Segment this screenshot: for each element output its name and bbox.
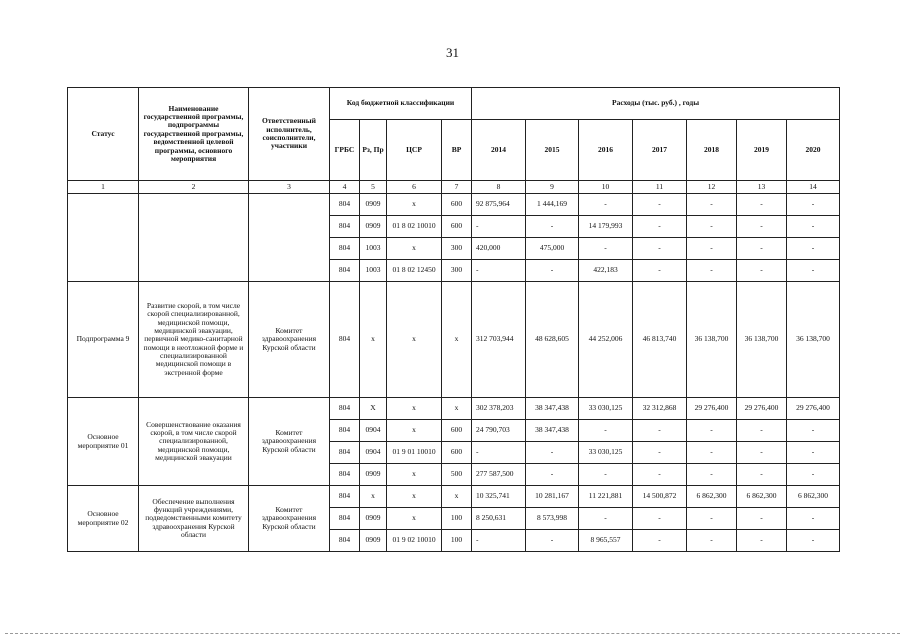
expense-value-cell: - [737, 420, 787, 442]
expense-value-cell: 38 347,438 [526, 398, 579, 420]
expense-value-cell: - [787, 238, 840, 260]
vr-cell: 100 [442, 508, 472, 530]
expense-value-cell: 36 138,700 [737, 282, 787, 398]
expense-value-cell: - [526, 216, 579, 238]
expense-value-cell: - [526, 530, 579, 552]
expense-value-cell: 277 587,500 [472, 464, 526, 486]
expense-value-cell: - [526, 260, 579, 282]
expense-value-cell: 29 276,400 [787, 398, 840, 420]
csr-cell: x [387, 282, 442, 398]
rzpr-cell: 0904 [360, 442, 387, 464]
expense-value-cell: 312 703,944 [472, 282, 526, 398]
header-vr: ВР [442, 120, 472, 181]
csr-cell: x [387, 464, 442, 486]
rzpr-cell: x [360, 486, 387, 508]
header-year-2016: 2016 [579, 120, 633, 181]
expense-value-cell: 36 138,700 [687, 282, 737, 398]
csr-cell: 01 8 02 12450 [387, 260, 442, 282]
status-cell: Основное мероприятие 02 [68, 486, 139, 552]
expense-value-cell: - [737, 508, 787, 530]
column-number: 11 [633, 181, 687, 194]
expense-value-cell: - [687, 420, 737, 442]
vr-cell: x [442, 282, 472, 398]
expense-value-cell: - [787, 508, 840, 530]
expense-value-cell: - [579, 420, 633, 442]
header-rzpr: Рз, Пр [360, 120, 387, 181]
grbs-cell: 804 [330, 260, 360, 282]
expense-value-cell: - [737, 464, 787, 486]
csr-cell: x [387, 508, 442, 530]
expense-value-cell: 11 221,881 [579, 486, 633, 508]
grbs-cell: 804 [330, 216, 360, 238]
rzpr-cell: 1003 [360, 260, 387, 282]
vr-cell: 300 [442, 238, 472, 260]
grbs-cell: 804 [330, 420, 360, 442]
csr-cell: x [387, 486, 442, 508]
header-year-2018: 2018 [687, 120, 737, 181]
rzpr-cell: 0909 [360, 194, 387, 216]
grbs-cell: 804 [330, 530, 360, 552]
column-number: 3 [249, 181, 330, 194]
column-number: 1 [68, 181, 139, 194]
rzpr-cell: X [360, 398, 387, 420]
expense-value-cell: - [787, 464, 840, 486]
expense-value-cell: - [579, 464, 633, 486]
rzpr-cell: 0909 [360, 508, 387, 530]
vr-cell: 600 [442, 442, 472, 464]
expense-value-cell: - [526, 442, 579, 464]
expense-value-cell: - [687, 464, 737, 486]
expense-value-cell: - [472, 260, 526, 282]
table-row [68, 194, 840, 216]
column-number: 4 [330, 181, 360, 194]
expense-value-cell: - [633, 216, 687, 238]
expense-value-cell: - [472, 530, 526, 552]
expense-value-cell: - [787, 442, 840, 464]
expense-value-cell: - [633, 420, 687, 442]
header-status: Статус [68, 88, 139, 181]
vr-cell: 600 [442, 216, 472, 238]
expense-value-cell: 44 252,006 [579, 282, 633, 398]
program-name-cell [139, 194, 249, 282]
grbs-cell: 804 [330, 194, 360, 216]
expense-value-cell: - [737, 530, 787, 552]
executor-cell: Комитет здравоохранения Курской области [249, 398, 330, 486]
program-name-cell: Обеспечение выполнения функций учреждениями, подведомственными комитету здравоохранения Курской области [139, 486, 249, 552]
expense-value-cell: - [787, 530, 840, 552]
table-row [68, 486, 840, 508]
expense-value-cell: 6 862,300 [787, 486, 840, 508]
rzpr-cell: x [360, 282, 387, 398]
rzpr-cell: 0909 [360, 216, 387, 238]
csr-cell: x [387, 238, 442, 260]
budget-table [67, 87, 840, 552]
program-name-cell: Совершенствование оказания скорой, в том числе скорой специализированной, медицинской помощи, медицинской эвакуации [139, 398, 249, 486]
grbs-cell: 804 [330, 282, 360, 398]
column-number: 9 [526, 181, 579, 194]
header-csr: ЦСР [387, 120, 442, 181]
vr-cell: 300 [442, 260, 472, 282]
expense-value-cell: 8 573,998 [526, 508, 579, 530]
expense-value-cell: - [633, 530, 687, 552]
expense-value-cell: - [633, 194, 687, 216]
header-year-2014: 2014 [472, 120, 526, 181]
expense-value-cell: 422,183 [579, 260, 633, 282]
column-number: 5 [360, 181, 387, 194]
expense-value-cell: - [687, 216, 737, 238]
expense-value-cell: 24 790,703 [472, 420, 526, 442]
column-number: 12 [687, 181, 737, 194]
expense-value-cell: - [633, 508, 687, 530]
expense-value-cell: - [526, 464, 579, 486]
expense-value-cell: - [787, 216, 840, 238]
expense-value-cell: 92 875,964 [472, 194, 526, 216]
executor-cell: Комитет здравоохранения Курской области [249, 282, 330, 398]
grbs-cell: 804 [330, 398, 360, 420]
vr-cell: 500 [442, 464, 472, 486]
expense-value-cell: - [472, 216, 526, 238]
expense-value-cell: - [633, 464, 687, 486]
expense-value-cell: 38 347,438 [526, 420, 579, 442]
expense-value-cell: - [687, 238, 737, 260]
expense-value-cell: - [579, 238, 633, 260]
grbs-cell: 804 [330, 442, 360, 464]
vr-cell: x [442, 486, 472, 508]
expense-value-cell: - [687, 530, 737, 552]
header-name: Наименование государственной программы, подпрограммы государственной программы, ведомственной целевой программы, основного мероприятия [139, 88, 249, 181]
expense-value-cell: 10 281,167 [526, 486, 579, 508]
csr-cell: x [387, 420, 442, 442]
rzpr-cell: 1003 [360, 238, 387, 260]
expense-value-cell: 29 276,400 [687, 398, 737, 420]
expense-value-cell: - [737, 238, 787, 260]
program-name-cell: Развитие скорой, в том числе скорой специализированной, медицинской помощи, медицинской эвакуации, первичной медико-санитарной помощи в неотложной форме и специализированной медицинской помощи в экстренной форме [139, 282, 249, 398]
expense-value-cell: - [472, 442, 526, 464]
header-grbs: ГРБС [330, 120, 360, 181]
column-number: 14 [787, 181, 840, 194]
rzpr-cell: 0909 [360, 464, 387, 486]
expense-value-cell: - [633, 442, 687, 464]
expense-value-cell: 29 276,400 [737, 398, 787, 420]
expense-value-cell: 420,000 [472, 238, 526, 260]
rzpr-cell: 0909 [360, 530, 387, 552]
grbs-cell: 804 [330, 508, 360, 530]
column-number: 13 [737, 181, 787, 194]
expense-value-cell: - [737, 260, 787, 282]
table-body [68, 194, 840, 552]
csr-cell: x [387, 194, 442, 216]
expense-value-cell: 36 138,700 [787, 282, 840, 398]
header-year-2015: 2015 [526, 120, 579, 181]
table-row [68, 398, 840, 420]
expense-value-cell: - [737, 216, 787, 238]
expense-value-cell: - [579, 194, 633, 216]
expense-value-cell: 33 030,125 [579, 442, 633, 464]
expense-value-cell: - [687, 508, 737, 530]
column-number: 2 [139, 181, 249, 194]
expense-value-cell: 6 862,300 [687, 486, 737, 508]
csr-cell: 01 9 01 10010 [387, 442, 442, 464]
expense-value-cell: 1 444,169 [526, 194, 579, 216]
header-year-2019: 2019 [737, 120, 787, 181]
expense-value-cell: - [579, 508, 633, 530]
header-executor: Ответственный исполнитель, соисполнители, участники [249, 88, 330, 181]
column-number: 6 [387, 181, 442, 194]
csr-cell: 01 9 02 10010 [387, 530, 442, 552]
page-number: 31 [446, 45, 459, 60]
expense-value-cell: - [687, 194, 737, 216]
page-bottom-line [5, 633, 900, 634]
executor-cell [249, 194, 330, 282]
expense-value-cell: - [737, 442, 787, 464]
column-number: 8 [472, 181, 526, 194]
header-year-2020: 2020 [787, 120, 840, 181]
header-code-group: Код бюджетной классификации [330, 88, 472, 120]
rzpr-cell: 0904 [360, 420, 387, 442]
expense-value-cell: - [687, 442, 737, 464]
csr-cell: 01 8 02 10010 [387, 216, 442, 238]
expense-value-cell: 6 862,300 [737, 486, 787, 508]
expense-value-cell: - [633, 260, 687, 282]
expense-value-cell: - [737, 194, 787, 216]
expense-value-cell: - [787, 194, 840, 216]
header-expenses-group: Расходы (тыс. руб.) , годы [472, 88, 840, 120]
expense-value-cell: 8 250,631 [472, 508, 526, 530]
expense-value-cell: 32 312,868 [633, 398, 687, 420]
vr-cell: 600 [442, 420, 472, 442]
expense-value-cell: 302 378,203 [472, 398, 526, 420]
expense-value-cell: 8 965,557 [579, 530, 633, 552]
status-cell [68, 194, 139, 282]
expense-value-cell: - [687, 260, 737, 282]
executor-cell: Комитет здравоохранения Курской области [249, 486, 330, 552]
table-header [68, 88, 840, 194]
expense-value-cell: 33 030,125 [579, 398, 633, 420]
grbs-cell: 804 [330, 486, 360, 508]
expense-value-cell: - [787, 260, 840, 282]
vr-cell: x [442, 398, 472, 420]
expense-value-cell: 14 500,872 [633, 486, 687, 508]
grbs-cell: 804 [330, 464, 360, 486]
vr-cell: 600 [442, 194, 472, 216]
status-cell: Подпрограмма 9 [68, 282, 139, 398]
expense-value-cell: 48 628,605 [526, 282, 579, 398]
csr-cell: x [387, 398, 442, 420]
vr-cell: 100 [442, 530, 472, 552]
expense-value-cell: - [633, 238, 687, 260]
expense-value-cell: 46 813,740 [633, 282, 687, 398]
expense-value-cell: 475,000 [526, 238, 579, 260]
column-number: 10 [579, 181, 633, 194]
grbs-cell: 804 [330, 238, 360, 260]
header-year-2017: 2017 [633, 120, 687, 181]
expense-value-cell: 14 179,993 [579, 216, 633, 238]
column-number: 7 [442, 181, 472, 194]
expense-value-cell: 10 325,741 [472, 486, 526, 508]
expense-value-cell: - [787, 420, 840, 442]
status-cell: Основное мероприятие 01 [68, 398, 139, 486]
table-row [68, 282, 840, 398]
column-number-row [68, 181, 840, 194]
